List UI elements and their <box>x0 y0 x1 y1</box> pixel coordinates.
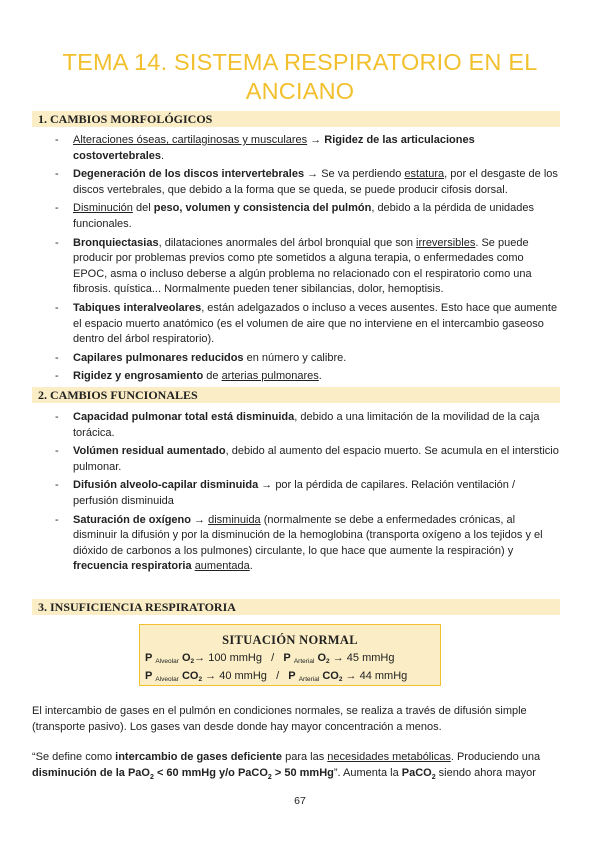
text: . Se puede producir por problemas previos como pte sometidos a alguna terapia, o enfermedades como EPOC, asma o incluso deberse a algún problema no relacionado con el respiratorio como una fibrosis. quística... Normalmente pueden tener sibilancias, dolor, hemoptisis. <box>73 236 532 296</box>
box-line-o2 <box>140 651 440 669</box>
section-heading-morfologicos: 1. CAMBIOS MORFOLÓGICOS <box>32 111 560 127</box>
text: . <box>161 149 165 162</box>
text-bold: P <box>288 670 296 682</box>
list-item <box>55 133 560 164</box>
subscript: Arterial <box>293 658 315 665</box>
text-underlined: Alteraciones óseas, cartilaginosas y musculares <box>73 134 308 146</box>
text: disminución de la PaO <box>32 767 150 779</box>
text-bold: frecuencia respiratoria <box>73 560 192 573</box>
normal-values-box <box>139 624 441 686</box>
text: PaCO <box>401 767 432 779</box>
title-line-2: ANCIANO <box>245 78 355 104</box>
list-item <box>55 167 560 198</box>
separator: / <box>271 652 275 664</box>
text-underlined: irreversibles <box>416 236 476 249</box>
list-item <box>55 351 560 367</box>
text-bold: intercambio de gases deficiente <box>115 751 283 763</box>
subscript: Arterial <box>298 676 320 683</box>
text-bold: Tabiques interalveolares <box>73 301 202 314</box>
text-bold: Rigidez y engrosamiento <box>73 370 204 383</box>
text-bold: P <box>145 652 153 664</box>
page-title <box>0 48 600 106</box>
section-heading-insuficiencia: 3. INSUFICIENCIA RESPIRATORIA <box>32 599 560 615</box>
subscript: 2 <box>326 658 330 665</box>
text: O <box>181 652 191 664</box>
text: > 50 mmHg <box>271 767 334 779</box>
subscript: 2 <box>149 774 154 782</box>
list-item <box>55 201 560 232</box>
text: CO <box>322 670 339 682</box>
text: , están adelgazados o incluso a veces ausentes. Esto hace que aumente el espacio muerto anatómico (es el volumen de aire que no interviene en el intercambio gaseoso dentro del árbol respiratorio). <box>73 301 558 346</box>
list-item <box>55 444 560 475</box>
text-bold: Rigidez de las articulaciones costovertebrales <box>73 134 475 162</box>
text: . <box>318 370 322 383</box>
text: , dilataciones anormales del árbol bronquial que son <box>158 236 417 249</box>
paragraph-definicion <box>32 749 562 786</box>
text: , por el desgaste de los discos vertebrales, que debido a la forma que se queda, se puede producir cifosis dorsal. <box>73 168 558 196</box>
list-item <box>55 301 560 348</box>
text-underlined: aumentada <box>194 560 250 573</box>
subscript: 2 <box>267 774 272 782</box>
list-item <box>55 478 560 509</box>
text-bold <box>32 767 334 782</box>
text-bold: P <box>145 670 153 682</box>
separator: / <box>276 670 280 682</box>
text: , debido a una limitación de la movilidad de la caja torácica. <box>73 411 540 439</box>
text-bold <box>182 670 202 682</box>
text: del <box>132 202 154 215</box>
text: → Se va perdiendo <box>304 168 405 181</box>
section-heading-funcionales: 2. CAMBIOS FUNCIONALES <box>32 387 560 403</box>
text: O <box>317 652 327 664</box>
text-bold: Saturación de oxígeno <box>73 513 191 526</box>
paragraph-intercambio: El intercambio de gases en el pulmón en condiciones normales, se realiza a través de difusión simple (transporte pasivo). Los gases van desde donde hay mayor concentración a menos. <box>32 705 527 733</box>
text-bold: Bronquiectasias <box>73 236 159 249</box>
text: → <box>190 513 209 526</box>
text-underlined: necesidades metabólicas <box>327 751 451 763</box>
box-title: SITUACIÓN NORMAL <box>222 633 358 647</box>
text: , debido al aumento del espacio muerto. Se acumula en el intersticio pulmonar. <box>73 445 559 473</box>
text-underlined: estatura <box>404 168 445 181</box>
text: de <box>203 370 222 383</box>
text: → <box>307 134 325 146</box>
text-bold: Capacidad pulmonar total está disminuida <box>73 411 295 423</box>
subscript: 2 <box>198 676 203 683</box>
text: “Se define como <box>32 751 116 763</box>
text: , debido a la pérdida de unidades funcionales. <box>73 202 535 230</box>
subscript: Alveolar <box>155 658 179 665</box>
text: (normalmente se debe a enfermedades crónicas, al disminuir la difusión y por la disminución de la hemoglobina (transporta oxígeno a los tejidos y el dióxido de carbonos a los pulmones) circulante, lo que hace que aumente la respiración) y <box>73 513 543 557</box>
text: → por la pérdida de capilares. Relación ventilación / perfusión disminuida <box>73 479 516 507</box>
text: CO <box>181 670 199 682</box>
text-bold <box>182 652 194 664</box>
text: < 60 mmHg y/o PaCO <box>153 767 268 779</box>
value: → 40 mmHg <box>205 670 267 682</box>
title-line-1: TEMA 14. SISTEMA RESPIRATORIO EN EL <box>62 49 538 75</box>
list-item <box>55 369 560 385</box>
text-underlined: Disminución <box>73 202 133 215</box>
box-line-co2 <box>140 669 440 687</box>
text-bold: Volúmen residual aumentado <box>73 445 226 458</box>
text: . <box>249 560 253 573</box>
subscript: 2 <box>190 658 195 665</box>
list-item <box>55 513 560 575</box>
subscript: Alveolar <box>155 676 179 683</box>
value: → 45 mmHg <box>332 652 395 664</box>
text-underlined: disminuida <box>208 513 261 526</box>
text-bold: Difusión alveolo-capilar disminuida <box>73 479 259 492</box>
text: siendo ahora mayor <box>435 767 536 779</box>
text-bold: P <box>283 652 291 664</box>
text-underlined: arterias pulmonares <box>221 370 319 383</box>
text-bold: Degeneración de los discos intervertebrales <box>73 168 305 181</box>
funcionales-list <box>55 410 560 578</box>
text-bold: peso, volumen y consistencia del pulmón <box>153 202 372 215</box>
text: para las <box>282 751 328 763</box>
text: ”. Aumenta la <box>333 767 402 779</box>
subscript: 2 <box>431 774 436 782</box>
text-bold: Capilares pulmonares reducidos <box>73 351 244 364</box>
morfologicos-list <box>55 133 560 388</box>
text: . Produciendo una <box>450 751 541 763</box>
list-item <box>55 236 560 298</box>
value: → 100 mmHg <box>194 652 262 664</box>
text: en número y calibre. <box>243 351 347 364</box>
subscript: 2 <box>338 676 343 683</box>
list-item <box>55 410 560 441</box>
text-bold <box>401 767 436 782</box>
value: → 44 mmHg <box>345 670 408 682</box>
text-bold <box>322 670 342 682</box>
text-bold <box>317 652 329 664</box>
page-number: 67 <box>294 795 306 807</box>
